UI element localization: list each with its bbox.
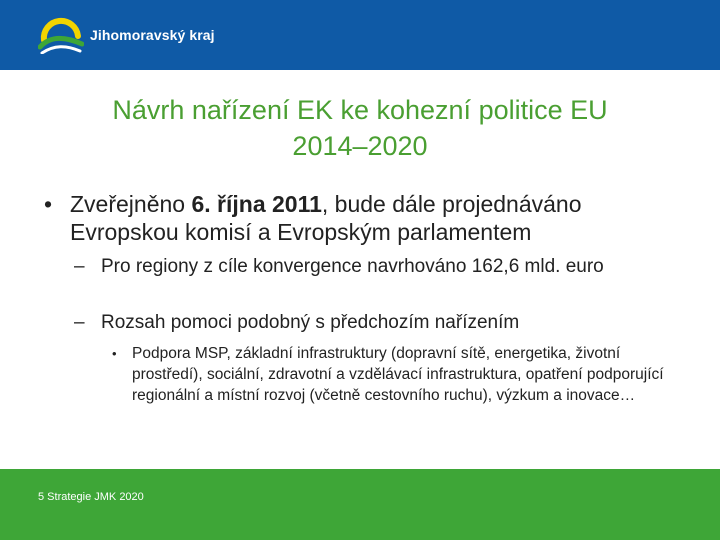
bullet-1-text (40, 190, 690, 246)
bullet-dot-icon: • (112, 346, 117, 361)
bullet-dot-icon: • (44, 191, 53, 217)
bullet-1-post: , bude dále projednáváno Evropskou komisí a Evropským parlamentem (70, 191, 582, 245)
title-line-1: Návrh nařízení EK ke kohezní politice EU (112, 95, 608, 125)
bullet-1-date: 6. října 2011 (191, 191, 322, 217)
slide-title (30, 92, 690, 164)
dash-icon: – (74, 312, 85, 333)
sub-bullet-2-text: Rozsah pomoci podobný s předchozím nařízením (101, 312, 520, 333)
bullet-1 (40, 190, 690, 246)
slide-footer (0, 469, 720, 540)
footer-text: 5 Strategie JMK 2020 (38, 491, 144, 503)
sub-bullet-2 (74, 311, 694, 334)
sub-bullet-1 (74, 255, 694, 278)
sub-bullet-1-text: Pro regiony z cíle konvergence navrhováno 162,6 mld. euro (101, 256, 604, 277)
brand-name: Jihomoravský kraj (90, 27, 215, 43)
dash-icon: – (74, 256, 85, 277)
sub-sub-bullet-1 (112, 343, 687, 406)
sub-sub-bullet-1-text: Podpora MSP, základní infrastruktury (dopravní sítě, energetika, životní prostředí), sociální, zdravotní a vzdělávací infrastruktura, opatření podporující regionální a místní rozvoj (včetně cestovního ruchu), výzkum a inovace… (132, 345, 664, 404)
slide-header (0, 0, 720, 70)
title-line-2: 2014–2020 (292, 131, 428, 161)
region-logo-icon (38, 14, 84, 54)
bullet-1-pre: Zveřejněno (70, 191, 192, 217)
